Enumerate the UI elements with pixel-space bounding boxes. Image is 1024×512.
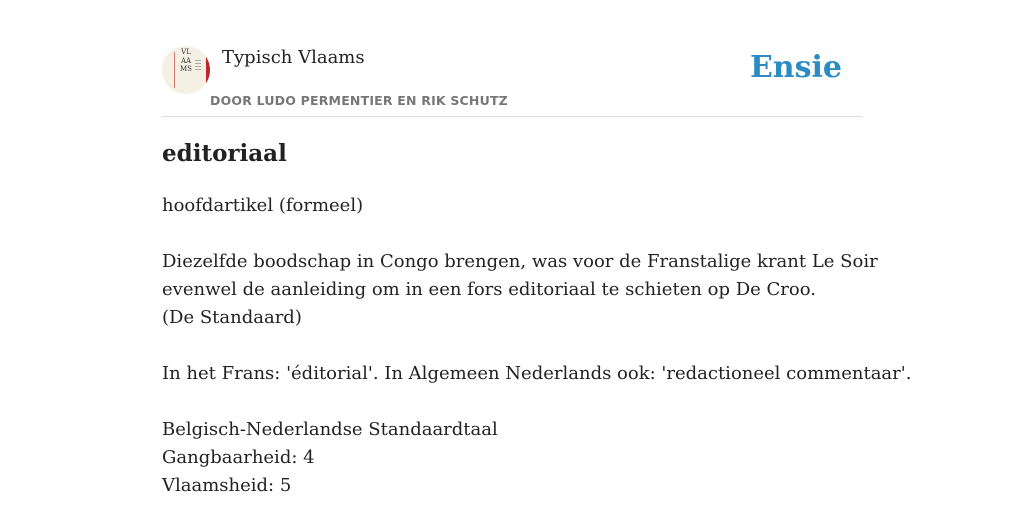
logo-lines: [195, 60, 201, 61]
logo-red-edge: [206, 56, 210, 84]
typisch-vlaams-logo[interactable]: [162, 46, 210, 94]
entry-content: [162, 138, 912, 512]
ensie-brand-logo[interactable]: Ensie: [749, 50, 842, 85]
meta-language-variety: Belgisch-Nederlandse Standaardtaal: [162, 419, 498, 440]
entry-meta: [162, 416, 872, 500]
entry-term: editoriaal: [162, 140, 287, 167]
logo-lettering: VLAAMS: [180, 48, 192, 73]
example-line: evenwel de aanleiding om in een fors editoriaal te schieten op De Croo.: [162, 279, 816, 300]
entry-definition: hoofdartikel (formeel): [162, 195, 364, 216]
site-title[interactable]: Typisch Vlaams: [222, 47, 365, 68]
logo-rule: [174, 52, 175, 88]
meta-vlaamsheid: Vlaamsheid: 5: [162, 475, 292, 496]
example-line: Diezelfde boodschap in Congo brengen, was voor de Franstalige krant Le Soir: [162, 251, 878, 272]
meta-gangbaarheid: Gangbaarheid: 4: [162, 447, 315, 468]
entry-note: In het Frans: 'éditorial'. In Algemeen Nederlands ook: 'redactioneel commentaar'.: [162, 363, 912, 384]
entry-example: [162, 248, 878, 332]
byline: DOOR LUDO PERMENTIER EN RIK SCHUTZ: [210, 93, 508, 108]
site-header: [162, 46, 862, 117]
example-source: (De Standaard): [162, 307, 302, 328]
